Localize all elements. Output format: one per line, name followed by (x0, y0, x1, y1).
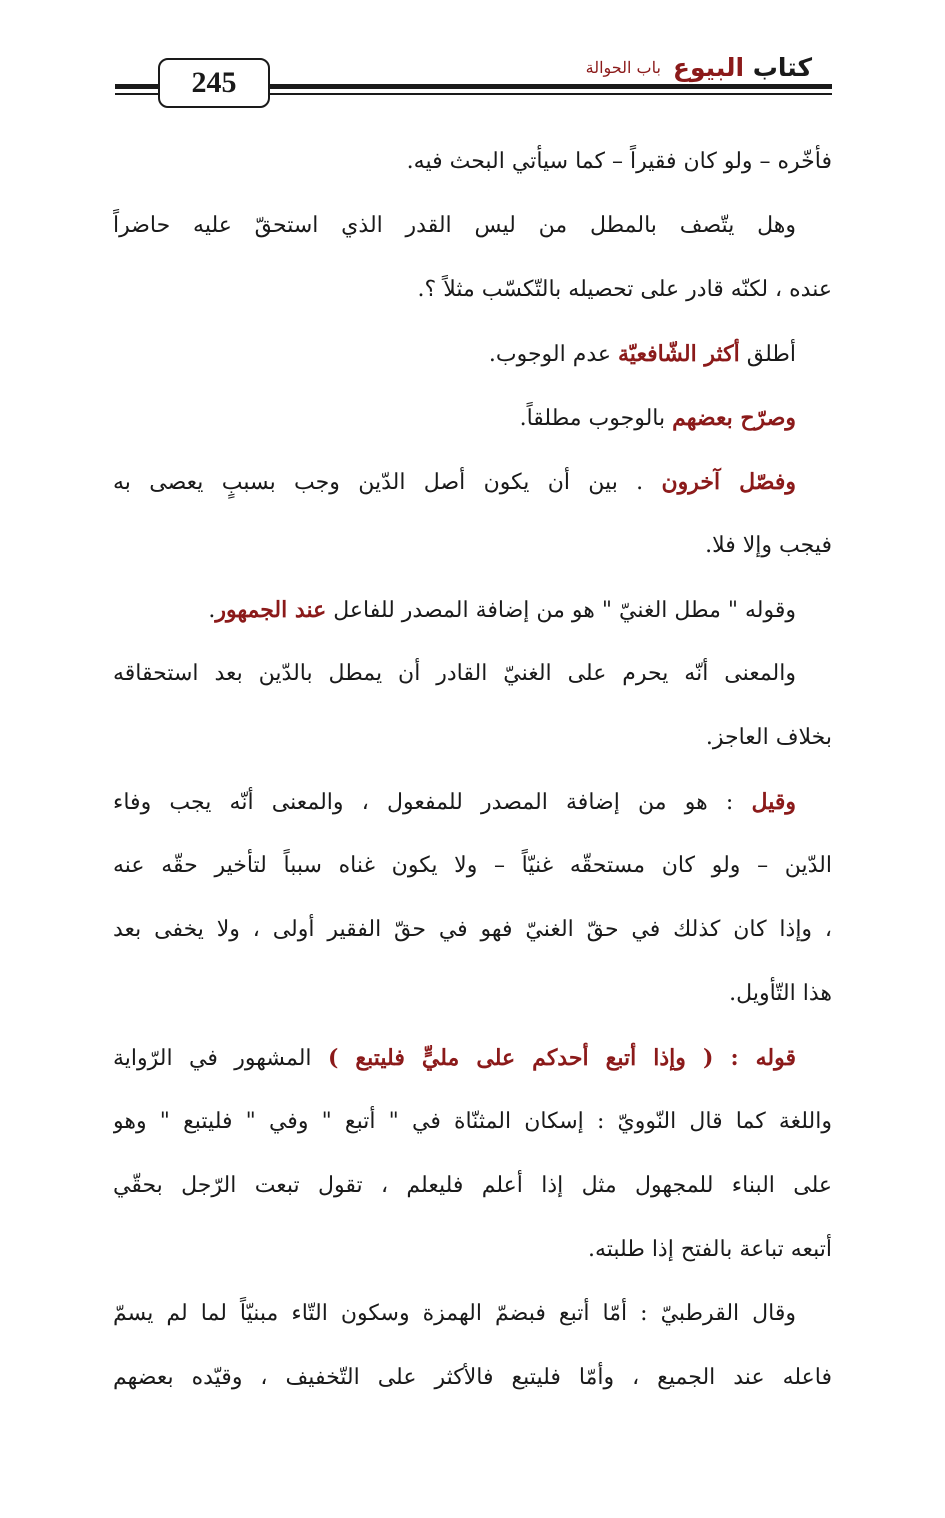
text-segment: فأخّره – ولو كان فقيراً – كما سيأتي البحث فيه. (406, 149, 832, 174)
text-line (113, 322, 832, 386)
text-segment: عدم الوجوب. (488, 342, 619, 367)
body-text (113, 130, 832, 1410)
text-line (113, 1090, 832, 1154)
text-segment: : هو من إضافة المصدر للمفعول ، والمعنى أنّه يجب وفاء (113, 790, 752, 815)
text-segment: أتبعه تباعة بالفتح إذا طلبته. (587, 1237, 832, 1262)
highlighted-phrase: عند الجمهور (215, 597, 327, 623)
book-title (673, 53, 812, 82)
text-segment: أطلق (739, 342, 796, 367)
highlighted-phrase: وفصّل آخرون (661, 469, 796, 495)
text-line (113, 1154, 832, 1218)
text-line (113, 130, 832, 194)
text-segment: الدّين – ولو كان مستحقّه غنيّاً – ولا يكون غناه سبباً لتأخير حقّه عنه (113, 853, 832, 878)
text-segment: وهل يتّصف بالمطل من ليس القدر الذي استحقّ عليه حاضراً (113, 213, 796, 238)
text-segment: ، وإذا كان كذلك في حقّ الغنيّ فهو في حقّ الفقير أولى ، ولا يخفى بعد (113, 917, 832, 942)
book-title-prefix: كتاب (744, 52, 812, 82)
text-line (113, 1346, 832, 1410)
text-segment: بالوجوب مطلقاً. (519, 406, 673, 431)
text-line (113, 194, 832, 258)
text-line (113, 1282, 832, 1346)
text-line (113, 386, 832, 450)
text-segment: . (208, 598, 216, 623)
text-segment: فيجب وإلا فلا. (705, 533, 832, 558)
text-line (113, 898, 832, 962)
highlighted-phrase: وقيل (751, 789, 796, 815)
text-segment: بخلاف العاجز. (705, 725, 832, 750)
text-line (113, 514, 832, 578)
text-line (113, 770, 832, 834)
highlighted-phrase: وصرّح بعضهم (672, 405, 796, 431)
text-line (113, 1218, 832, 1282)
text-segment: على البناء للمجهول مثل إذا أعلم فليعلم ، تقول تبعت الرّجل بحقّي (113, 1173, 832, 1198)
chapter-title: باب الحوالة (585, 57, 661, 77)
text-line (113, 834, 832, 898)
highlighted-phrase: قوله : ( وإذا أتبع أحدكم على مليٍّ فليتبع ) (327, 1045, 797, 1071)
text-line (113, 1026, 832, 1090)
text-line (113, 642, 832, 706)
book-title-keyword: البيوع (672, 52, 745, 82)
text-segment: هذا التّأويل. (729, 981, 832, 1006)
text-line (113, 258, 832, 322)
text-segment: فاعله عند الجميع ، وأمّا فليتبع فالأكثر على التّخفيف ، وقيّده بعضهم (113, 1365, 832, 1390)
highlighted-phrase: أكثر الشّافعيّة (618, 341, 740, 367)
text-segment: المشهور في الرّواية (113, 1046, 328, 1071)
text-line (113, 962, 832, 1026)
text-segment: والمعنى أنّه يحرم على الغنيّ القادر أن يمطل بالدّين بعد استحقاقه (113, 661, 796, 686)
page-header (115, 50, 832, 110)
text-line (113, 450, 832, 514)
text-segment: وقال القرطبيّ : أمّا أتبع فبضمّ الهمزة وسكون التّاء مبنيّاً لما لم يسمّ (113, 1301, 796, 1326)
text-segment: . بين أن يكون أصل الدّين وجب بسببٍ يعصى به (113, 470, 662, 495)
text-segment: وقوله " مطل الغنيّ " هو من إضافة المصدر للفاعل (326, 598, 796, 623)
page-number: 245 (158, 58, 270, 108)
text-segment: عنده ، لكنّه قادر على تحصيله بالتّكسّب مثلاً ؟. (417, 277, 832, 302)
text-line (113, 706, 832, 770)
header-titles (586, 50, 812, 84)
text-line (113, 578, 832, 642)
text-segment: واللغة كما قال النّوويّ : إسكان المثنّاة في " أتبع " وفي " فليتبع " وهو (113, 1109, 832, 1134)
